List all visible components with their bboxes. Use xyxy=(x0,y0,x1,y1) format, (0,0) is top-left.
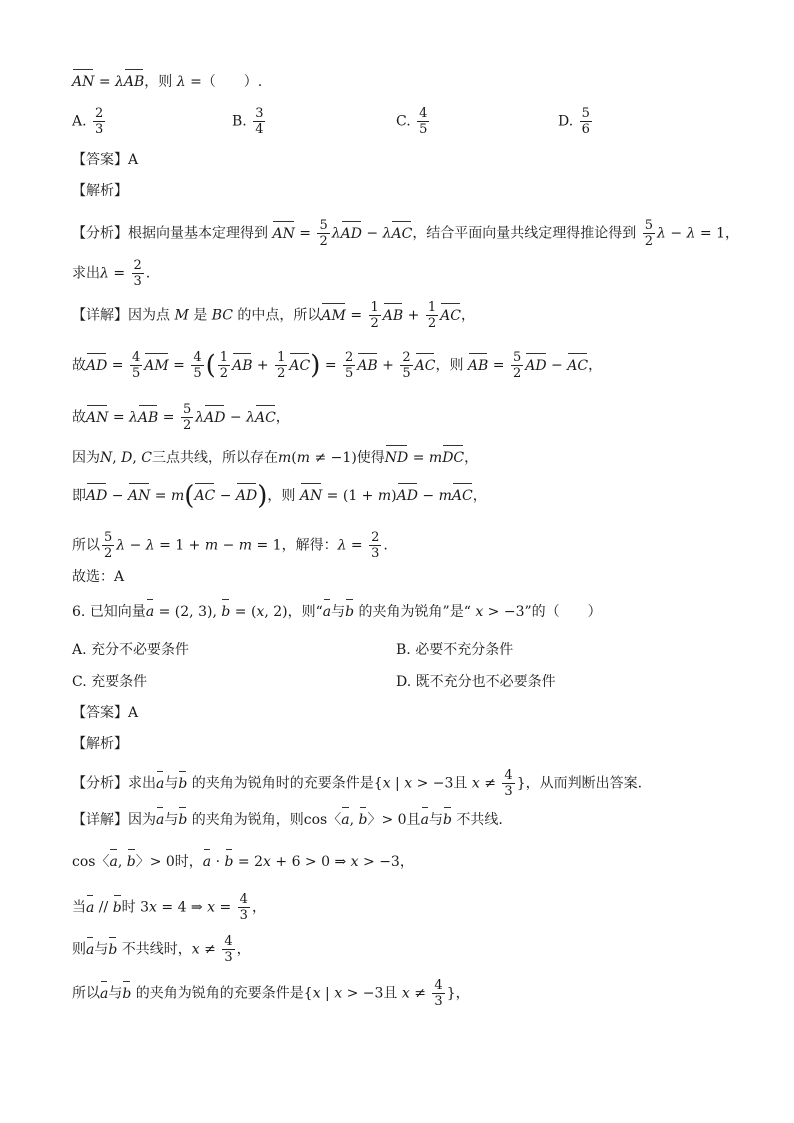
option-label: D. xyxy=(558,113,574,130)
stem-text: 已知向量 xyxy=(89,604,146,620)
frac-num: 5 xyxy=(581,106,590,121)
collinear-text: 三点共线，所以存在 xyxy=(152,450,279,466)
jiede-text: ，解得： xyxy=(281,537,338,554)
q6-answer: 【答案】A xyxy=(72,705,139,721)
option-fraction xyxy=(580,106,592,137)
q5-choice: 故选：A xyxy=(72,569,125,585)
fenxi-text: ，从而判断出答案. xyxy=(525,775,643,792)
shi-text: 时， xyxy=(174,854,203,870)
q5-option-d[interactable] xyxy=(558,106,594,137)
option-fraction xyxy=(417,106,429,137)
q6-detail-line-2: cos〈a, b〉> 0时，a · b = 2x + 6 > 0 ⇒ x > −3， xyxy=(72,854,414,870)
option-label: C. xyxy=(72,674,87,690)
frac-den: 6 xyxy=(581,122,590,137)
frac-num: 2 xyxy=(95,106,104,121)
option-text: 充要条件 xyxy=(91,674,148,690)
frac-num: 3 xyxy=(255,106,264,121)
q6-analysis-heading: 【解析】 xyxy=(72,736,128,752)
frac-den: 3 xyxy=(95,122,104,137)
q6-detail-line-3: 当a // b时 3x = 4 ⇒ x = $\frac{4}{3}$ ， xyxy=(72,892,266,923)
gu-text: 故 xyxy=(72,409,86,426)
fenxi-text: 的夹角为锐角时的充要条件是 xyxy=(191,775,374,792)
fenxi-text-mid: ，结合平面向量共线定理得推论得到 xyxy=(412,225,637,242)
fenxi-text: 【分析】求出 xyxy=(72,775,156,792)
ze-text: ，则 xyxy=(435,357,464,374)
option-text: 充分不必要条件 xyxy=(91,642,190,658)
q5-answer: 【答案】A xyxy=(72,152,139,168)
option-label: A. xyxy=(72,642,87,658)
option-label: B. xyxy=(396,642,411,658)
fenxi-text: 【分析】根据向量基本定理得到 xyxy=(72,225,268,242)
option-label: D. xyxy=(396,674,412,690)
option-label: C. xyxy=(396,113,411,130)
detail-text: 【详解】因为点 xyxy=(72,307,170,324)
option-text: 必要不充分条件 xyxy=(415,642,514,658)
vec-AN: AN xyxy=(72,74,95,90)
q6-detail-line-1: 【详解】因为a与b 的夹角为锐角，则cos〈a, b〉> 0且a与b 不共线. xyxy=(72,812,503,828)
q6-fenxi-line: 【分析】求出a与b 的夹角为锐角时的充要条件是{x | x > −3且 x ≠ $\frac{4}{3}$ }，从而判断出答案. xyxy=(72,768,643,799)
q5-detail-line-3: 故AN = λAB = $\frac{5}{2}$ λAD − λAC， xyxy=(72,402,290,433)
q6-stem: 6. 已知向量a = (2, 3), b = (x, 2)，则“a与b 的夹角为锐角”是“ x > −3”的（ ） xyxy=(72,604,602,620)
frac-num: 4 xyxy=(419,106,428,121)
q5-option-a[interactable] xyxy=(72,106,107,137)
stem-text: ，则“ xyxy=(287,604,323,620)
q5-detail-line-2: 故AD = $\frac{4}{5}$ AM = $\frac{4}{5}$ ( $\frac{1}{2}$ AB + $\frac{1}{2}$ AC) = $\frac{2}{5}$ AB + $\frac{2}{5}$ AC，则 AB = $\frac{5}{2}$ AD − AC， xyxy=(72,350,603,381)
detail-text: 不共线. xyxy=(456,812,503,828)
vec-AB: AB xyxy=(123,74,145,90)
q6-option-c[interactable] xyxy=(72,671,147,691)
suoyi-text: 所以 xyxy=(72,985,100,1002)
q6-detail-line-4: 则a与b 不共线时，x ≠ $\frac{4}{3}$ ， xyxy=(72,934,251,965)
option-fraction xyxy=(253,106,265,137)
option-fraction xyxy=(93,106,105,137)
q5-option-c[interactable] xyxy=(396,106,431,137)
detail-text: 的夹角为锐角，则 xyxy=(191,812,304,828)
ze-text: 则 xyxy=(72,941,86,958)
ze-text: ，则 xyxy=(267,488,296,504)
gu-text: 故 xyxy=(72,357,86,374)
q5-fenxi-line-2: 求出λ = $\frac{2}{3}$ . xyxy=(72,258,151,289)
q5-detail-line-4: 因为N, D, C三点共线，所以存在m(m ≠ −1)使得ND = mDC， xyxy=(72,450,479,466)
shi2-text: 时 xyxy=(121,899,136,916)
frac-den: 5 xyxy=(419,122,428,137)
detail-text: 的中点，所以 xyxy=(237,307,322,324)
q5-fenxi-line: 【分析】根据向量基本定理得到 AN = $\frac{5}{2}$ λAD − λAC，结合平面向量共线定理得推论得到 $\frac{5}{2}$ λ − λ = 1， xyxy=(72,218,739,249)
q5-analysis-heading: 【解析】 xyxy=(72,183,128,199)
q6-option-b[interactable] xyxy=(396,639,513,659)
q5-detail-line-6: 所以 $\frac{5}{2}$ λ − λ = 1 + m − m = 1，解得：λ = $\frac{2}{3}$ . xyxy=(72,530,388,561)
detail-text: 且 xyxy=(406,812,421,828)
stem-text: ”的（ ） xyxy=(524,604,602,620)
yinwei-text: 因为 xyxy=(72,450,100,466)
option-label: B. xyxy=(232,113,247,130)
fenxi-text: 与 xyxy=(164,775,179,792)
q5-option-b[interactable] xyxy=(232,106,267,137)
q6-option-a[interactable] xyxy=(72,639,189,659)
q6-option-d[interactable] xyxy=(396,671,556,691)
frac-den: 4 xyxy=(255,122,264,137)
suoyi-text: 所以 xyxy=(72,537,100,554)
fenxi-tail: 求出 xyxy=(72,265,100,282)
conclusion-text: 的夹角为锐角的充要条件是 xyxy=(135,985,304,1002)
option-label: A. xyxy=(72,113,87,130)
option-text: 既不充分也不必要条件 xyxy=(415,674,556,690)
bugong-text: 不共线时， xyxy=(121,941,192,958)
dang-text: 当 xyxy=(72,899,86,916)
detail-text: 【详解】因为 xyxy=(72,812,156,828)
q5-detail-line-5: 即AD − AN = m(AC − AD)，则 AN = (1 + m)AD − mAC， xyxy=(72,481,487,511)
shide-text: 使得 xyxy=(356,450,385,466)
question-number: 6. xyxy=(72,604,86,620)
ji-text: 即 xyxy=(72,488,86,504)
q5-prompt-line: AN = λAB，则 λ =（ ）. xyxy=(72,74,263,90)
stem-text: 与 xyxy=(331,604,346,620)
detail-text: 是 xyxy=(193,307,208,324)
q6-detail-line-5: 所以a与b 的夹角为锐角的充要条件是{x | x > −3且 x ≠ $\frac{4}{3}$ }， xyxy=(72,978,470,1009)
stem-text: 的夹角为锐角”是“ xyxy=(358,604,471,620)
q5-detail-line-1: 【详解】因为点 M 是 BC 的中点，所以AM = $\frac{1}{2}$ AB + $\frac{1}{2}$ AC， xyxy=(72,300,475,331)
